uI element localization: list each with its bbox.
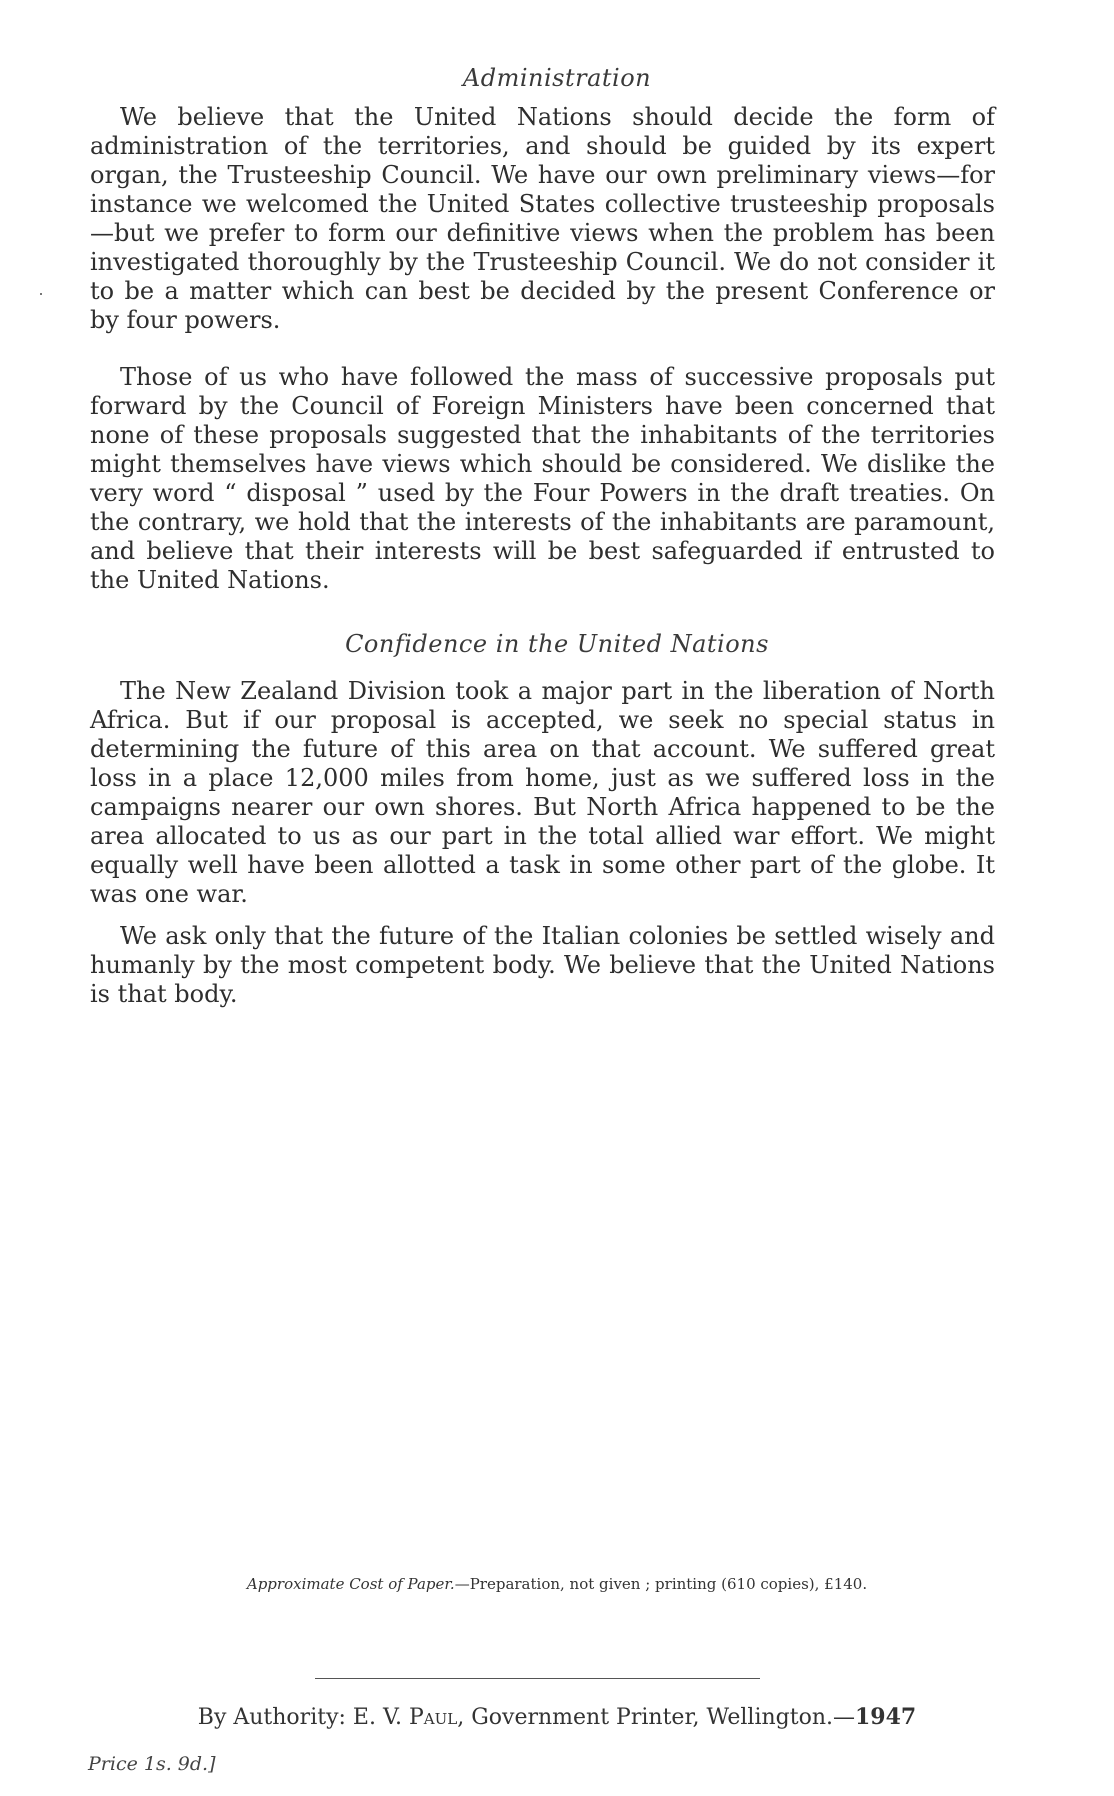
cost-label: Approximate Cost of Paper. (246, 1575, 455, 1593)
section-heading-confidence: Confidence in the United Nations (345, 630, 769, 658)
authority-prefix: By Authority: (197, 1705, 353, 1730)
printer-name: E. V. Paul (352, 1705, 458, 1730)
cost-of-paper-note (0, 1575, 1114, 1593)
paragraph-confidence-1: The New Zealand Division took a major part in the liberation of North Africa. But if our proposal is accepted, we seek no special status in determining the future of this area on that account. We suffered great loss in a place 12,000 miles from home, just as we suffered loss in the campaigns nearer our own shores. But North Africa happened to be the area allocated to us as our part in the total allied war effort. We might equally well have been allotted a task in some other part of the globe. It was one war. (90, 677, 995, 908)
paragraph-confidence-2: We ask only that the future of the Italian colonies be settled wisely and humanly by the most competent body. We believe that the United Nations is that body. (90, 922, 995, 1008)
footer-divider (315, 1678, 760, 1679)
paragraph-administration-2: Those of us who have followed the mass of successive proposals put forward by the Council of Foreign Ministers have been concerned that none of these proposals suggested that the inhabitants of the territories might themselves have views which should be considered. We dislike the very word “ disposal ” used by the Four Powers in the draft treaties. On the contrary, we hold that the interests of the inhabitants are paramount, and believe that their interests will be best safeguarded if entrusted to the United Nations. (90, 363, 995, 594)
publication-year: 1947 (854, 1704, 917, 1730)
price-note: Price 1s. 9d.] (88, 1753, 216, 1775)
cost-text: —Preparation, not given ; printing (610 copies), £140. (454, 1575, 868, 1593)
section-heading-administration: Administration (462, 64, 652, 92)
authority-middle: , Government Printer, Wellington.— (457, 1705, 855, 1730)
paragraph-administration-1: We believe that the United Nations should decide the form of administration of the territories, and should be guided by its expert organ, the Trusteeship Council. We have our own preliminary views—for instance we welcomed the United States collective trusteeship proposals—but we prefer to form our definitive views when the problem has been investigated thoroughly by the Trusteeship Council. We do not consider it to be a matter which can best be decided by the present Conference or by four powers. (90, 103, 995, 334)
printer-authority-line (0, 1704, 1114, 1730)
stray-mark (40, 293, 42, 295)
